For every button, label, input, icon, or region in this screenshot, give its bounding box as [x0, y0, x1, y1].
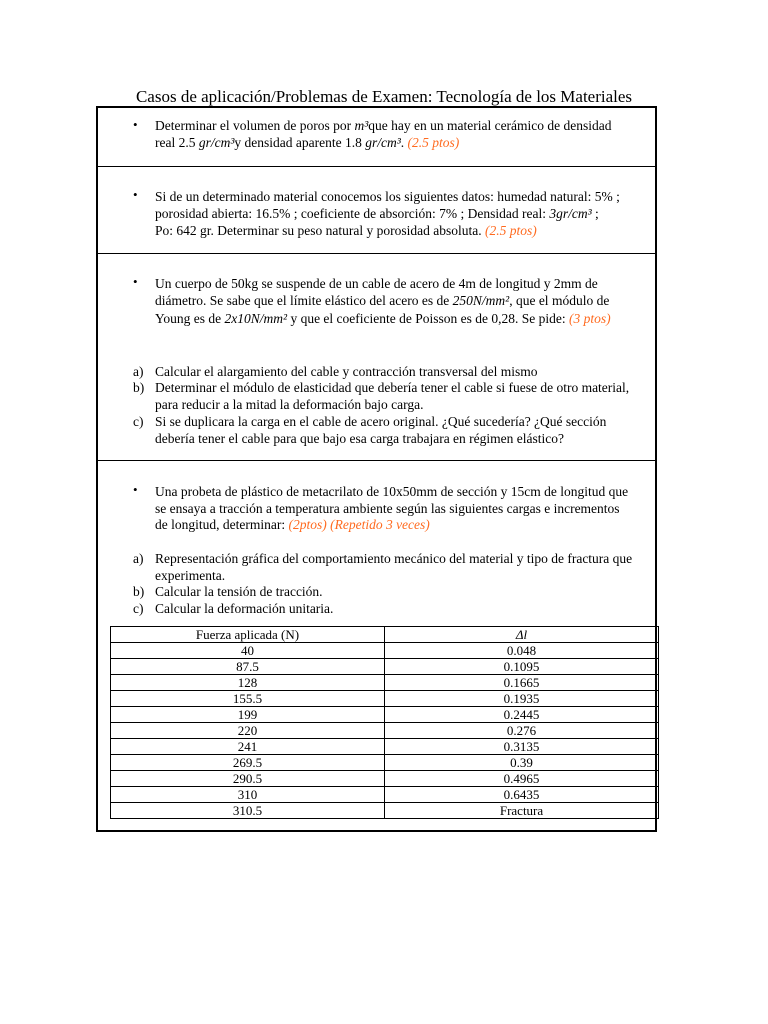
problem-3-item-b-line-2: para reducir a la mitad la deformación bajo carga.	[155, 397, 424, 412]
table-row	[111, 707, 659, 723]
problem-2-line-2: porosidad abierta: 16.5% ; coeficiente de absorción: 7% ; Densidad real: 3gr/cm³ ;	[155, 206, 599, 221]
column-header-force: Fuerza aplicada (N)	[111, 627, 385, 643]
elongation-cell: 0.048	[385, 643, 659, 659]
points-badge: (2.5 ptos)	[481, 223, 537, 238]
elongation-cell: 0.2445	[385, 707, 659, 723]
problem-4-item-a-line-2: experimenta.	[155, 568, 226, 583]
force-cell: 290.5	[111, 771, 385, 787]
points-badge: (2.5 ptos)	[404, 135, 460, 150]
problem-4-line-1: Una probeta de plástico de metacrilato de 10x50mm de sección y 15cm de longitud que	[155, 484, 629, 499]
elongation-cell: 0.276	[385, 723, 659, 739]
table-row	[111, 787, 659, 803]
bullet-problem-4: •	[133, 482, 138, 497]
problem-3-line-2: diámetro. Se sabe que el límite elástico del acero es de 250N/mm², que el módulo de	[155, 293, 610, 308]
problem-3-item-b-line-1: Determinar el módulo de elasticidad que debería tener el cable si fuese de otro material,	[155, 380, 630, 395]
problem-2-line-3: Po: 642 gr. Determinar su peso natural y porosidad absoluta. (2.5 ptos)	[155, 223, 537, 238]
problem-3-item-c-line-1: Si se duplicara la carga en el cable de acero original. ¿Qué sucedería? ¿Qué sección	[155, 414, 607, 429]
section-divider-2	[96, 253, 657, 254]
bullet-problem-1: •	[133, 117, 138, 132]
force-cell: 269.5	[111, 755, 385, 771]
item-label: b)	[133, 584, 145, 599]
elongation-cell: Fractura	[385, 803, 659, 819]
elongation-cell: 0.3135	[385, 739, 659, 755]
column-header-elongation: Δl	[385, 627, 659, 643]
problem-1-line-2: real 2.5 gr/cm³y densidad aparente 1.8 gr/cm³. (2.5 ptos)	[155, 135, 460, 150]
elongation-cell: 0.39	[385, 755, 659, 771]
problem-4-line-2: se ensaya a tracción a temperatura ambiente según las siguientes cargas e incrementos	[155, 501, 620, 516]
problem-3-line-3: Young es de 2x10N/mm² y que el coeficiente de Poisson es de 0,28. Se pide: (3 ptos)	[155, 311, 611, 326]
points-badge: (2ptos) (Repetido 3 veces)	[285, 517, 430, 532]
points-badge: (3 ptos)	[565, 311, 611, 326]
bullet-problem-3: •	[133, 274, 138, 289]
elongation-cell: 0.4965	[385, 771, 659, 787]
item-label: c)	[133, 601, 144, 616]
problem-4-item-c: Calcular la deformación unitaria.	[155, 601, 334, 616]
force-cell: 220	[111, 723, 385, 739]
table-header-row	[111, 627, 659, 643]
table-row	[111, 723, 659, 739]
elongation-cell: 0.1095	[385, 659, 659, 675]
table-row	[111, 659, 659, 675]
problem-2-line-1: Si de un determinado material conocemos los siguientes datos: humedad natural: 5% ;	[155, 189, 620, 204]
problem-4-item-b: Calcular la tensión de tracción.	[155, 584, 323, 599]
problem-4-line-3: de longitud, determinar: (2ptos) (Repetido 3 veces)	[155, 517, 430, 532]
elongation-cell: 0.1665	[385, 675, 659, 691]
table-row	[111, 643, 659, 659]
table-row	[111, 771, 659, 787]
item-label: a)	[133, 364, 144, 379]
bullet-problem-2: •	[133, 187, 138, 202]
page-title: Casos de aplicación/Problemas de Examen: Tecnología de los Materiales	[135, 87, 633, 106]
problem-4-item-a-line-1: Representación gráfica del comportamiento mecánico del material y tipo de fractura que	[155, 551, 633, 566]
force-cell: 155.5	[111, 691, 385, 707]
table-row	[111, 691, 659, 707]
force-cell: 40	[111, 643, 385, 659]
problem-3-item-c-line-2: debería tener el cable para que bajo esa carga trabajara en régimen elástico?	[155, 431, 565, 446]
force-elongation-table	[110, 626, 659, 819]
section-divider-1	[96, 166, 657, 167]
force-cell: 87.5	[111, 659, 385, 675]
force-cell: 310	[111, 787, 385, 803]
table-row	[111, 755, 659, 771]
table-row	[111, 739, 659, 755]
problem-1-line-1: Determinar el volumen de poros por m³que hay en un material cerámico de densidad	[155, 118, 612, 133]
force-cell: 310.5	[111, 803, 385, 819]
elongation-cell: 0.1935	[385, 691, 659, 707]
item-label: c)	[133, 414, 144, 429]
force-cell: 199	[111, 707, 385, 723]
force-cell: 241	[111, 739, 385, 755]
problem-3-line-1: Un cuerpo de 50kg se suspende de un cable de acero de 4m de longitud y 2mm de	[155, 276, 598, 291]
table-row	[111, 803, 659, 819]
force-cell: 128	[111, 675, 385, 691]
item-label: b)	[133, 380, 145, 395]
elongation-cell: 0.6435	[385, 787, 659, 803]
section-divider-3	[96, 460, 657, 461]
table-row	[111, 675, 659, 691]
problem-3-item-a: Calcular el alargamiento del cable y contracción transversal del mismo	[155, 364, 538, 379]
item-label: a)	[133, 551, 144, 566]
